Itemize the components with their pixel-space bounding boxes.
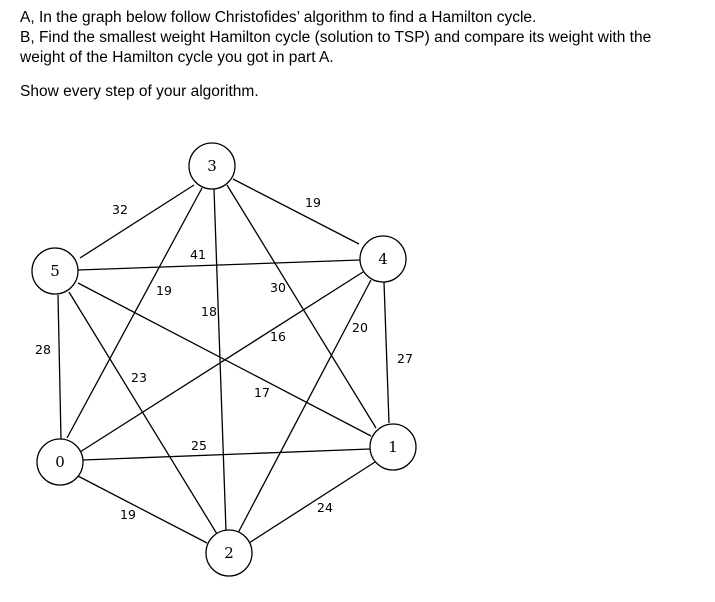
edge-5-0 xyxy=(58,295,61,439)
edge-3-4 xyxy=(233,179,359,244)
edge-4-1 xyxy=(384,282,389,423)
question-part-b-line2: weight of the Hamilton cycle you got in part A. xyxy=(20,49,334,66)
node-label-4: 4 xyxy=(378,250,388,268)
node-label-5: 5 xyxy=(50,262,60,280)
weight-label-3-1: 30 xyxy=(270,280,286,295)
weight-label-2-1: 24 xyxy=(317,500,333,515)
weight-label-3-4: 19 xyxy=(305,195,321,210)
edge-3-1 xyxy=(227,185,376,428)
edge-4-2 xyxy=(238,280,371,533)
node-0 xyxy=(37,439,83,485)
weight-label-3-2: 18 xyxy=(201,304,217,319)
edge-0-1 xyxy=(83,449,370,460)
edge-5-2 xyxy=(69,292,217,534)
question-part-a: A, In the graph below follow Christofides’ algorithm to find a Hamilton cycle. xyxy=(20,9,537,26)
node-2 xyxy=(206,530,252,576)
question-part-b-line1: B, Find the smallest weight Hamilton cycle (solution to TSP) and compare its weight with the xyxy=(20,29,652,46)
node-label-1: 1 xyxy=(388,438,398,456)
weight-label-0-1: 25 xyxy=(191,438,207,453)
question-instruction: Show every step of your algorithm. xyxy=(20,83,259,100)
weight-label-5-1: 17 xyxy=(254,385,270,400)
weight-label-4-0: 16 xyxy=(270,329,286,344)
edge-5-3 xyxy=(80,185,194,258)
edge-4-0 xyxy=(80,272,363,452)
edge-2-1 xyxy=(249,462,375,543)
weight-label-5-2: 23 xyxy=(131,370,147,385)
weight-label-5-4: 41 xyxy=(190,247,206,262)
node-4 xyxy=(360,236,406,282)
edge-5-4 xyxy=(78,260,360,270)
node-label-2: 2 xyxy=(224,544,234,562)
weight-label-4-2: 20 xyxy=(352,320,368,335)
node-3 xyxy=(189,143,235,189)
node-label-3: 3 xyxy=(207,157,217,175)
weight-label-5-0: 28 xyxy=(35,342,51,357)
weight-label-5-3: 32 xyxy=(112,202,128,217)
weight-label-0-2: 19 xyxy=(120,507,136,522)
node-1 xyxy=(370,424,416,470)
weight-label-3-0: 19 xyxy=(156,283,172,298)
node-5 xyxy=(32,248,78,294)
edges xyxy=(58,179,389,543)
node-label-0: 0 xyxy=(55,453,65,471)
edge-5-1 xyxy=(78,283,371,436)
weight-label-4-1: 27 xyxy=(397,351,413,366)
